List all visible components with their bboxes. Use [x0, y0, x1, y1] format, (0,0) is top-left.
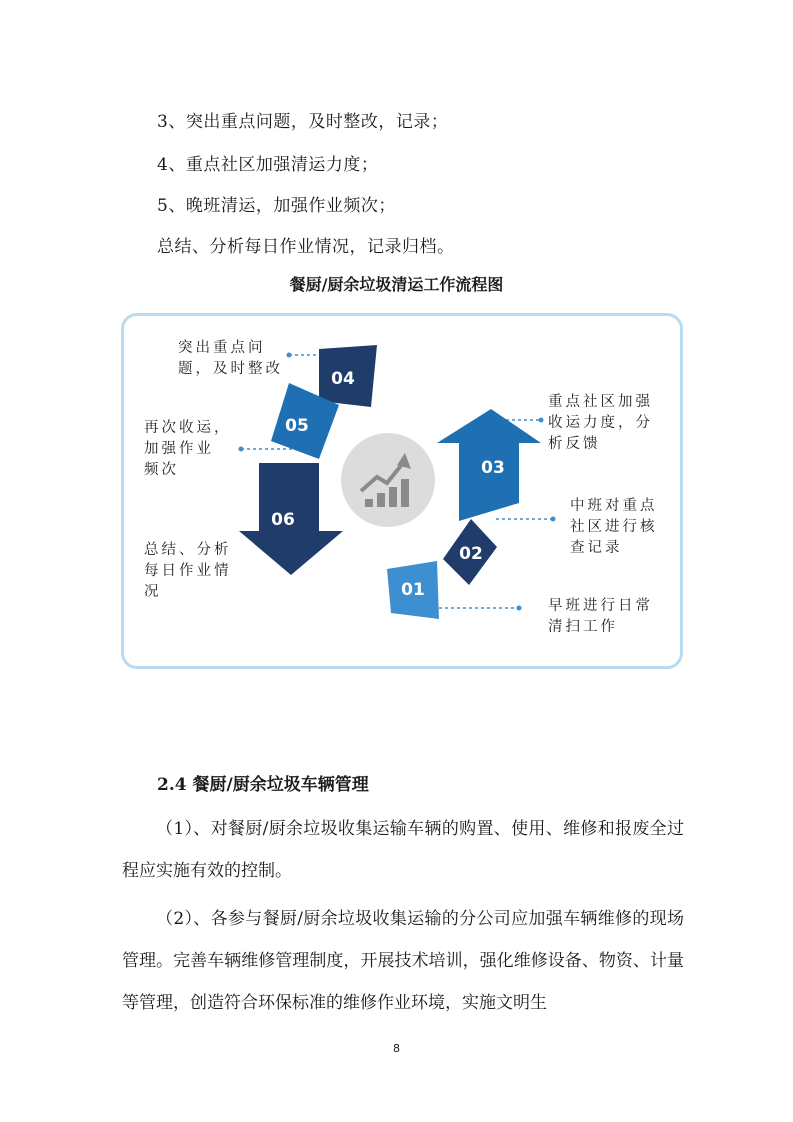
step-04 — [319, 345, 377, 407]
section-heading: 2.4 餐厨/厨余垃圾车辆管理 — [157, 775, 369, 795]
list-item-4: 4、重点社区加强清运力度； — [157, 155, 379, 175]
label-step-02: 中班对重点 社区进行核 查记录 — [570, 498, 658, 556]
trend-chart-icon — [341, 433, 435, 527]
page-number: 8 — [393, 1042, 400, 1055]
label-step-01: 早班进行日常 清扫工作 — [548, 598, 653, 635]
svg-text:03: 03 — [481, 458, 505, 478]
label-step-05: 再次收运， 加强作业 频次 — [144, 420, 232, 478]
step-01 — [387, 561, 439, 619]
label-step-04: 突出重点问 题，及时整改 — [178, 340, 283, 377]
svg-text:04: 04 — [331, 369, 355, 389]
paragraph-2: （2）、各参与餐厨/厨余垃圾收集运输的分公司应加强车辆维修的现场管理。完善车辆维修管理制度，开展技术培训，强化维修设备、物资、计量等管理，创造符合环保标准的维修作业环境，实施文明生 — [122, 909, 684, 1013]
step-03 — [437, 409, 541, 521]
svg-text:05: 05 — [285, 416, 309, 436]
figure-title: 餐厨/厨余垃圾清运工作流程图 — [289, 275, 504, 294]
svg-text:01: 01 — [401, 580, 425, 600]
label-step-03: 重点社区加强 收运力度，分 析反馈 — [548, 394, 653, 452]
svg-text:06: 06 — [271, 510, 295, 530]
label-step-06: 总结、分析 每日作业情 况 — [144, 542, 232, 600]
svg-text:02: 02 — [459, 544, 483, 564]
step-06 — [239, 463, 343, 575]
list-item-3: 3、突出重点问题，及时整改，记录； — [157, 112, 449, 132]
list-item-summary: 总结、分析每日作业情况，记录归档。 — [157, 237, 455, 257]
step-02 — [443, 519, 497, 585]
paragraph-1: （1）、对餐厨/厨余垃圾收集运输车辆的购置、使用、维修和报废全过程应实施有效的控制。 — [122, 819, 684, 881]
list-item-5: 5、晚班清运，加强作业频次； — [157, 196, 396, 216]
